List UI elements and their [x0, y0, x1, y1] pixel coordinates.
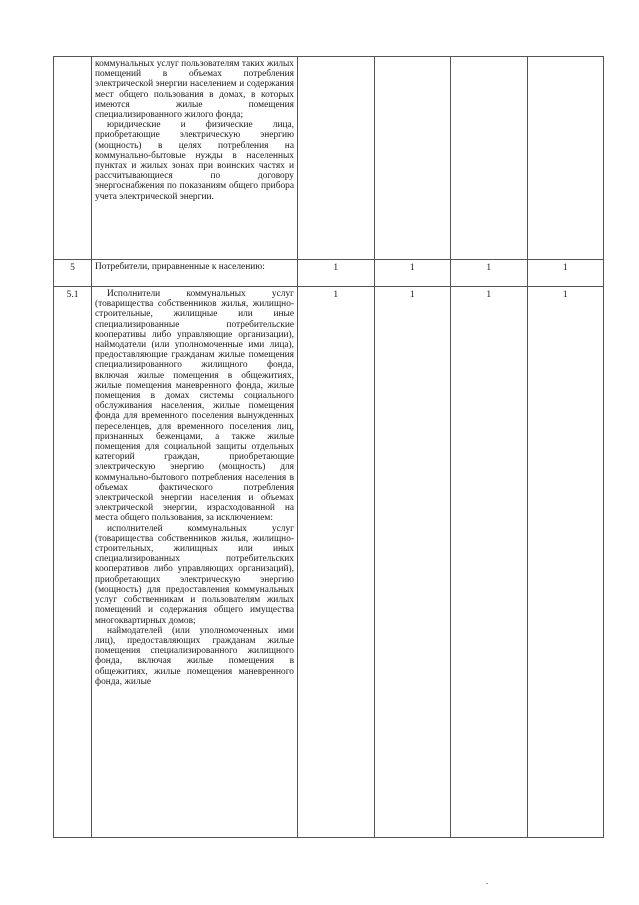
row-description — [92, 57, 298, 260]
value-cell: 1 — [374, 260, 451, 287]
row-number: 5.1 — [54, 287, 92, 838]
description-paragraph: исполнителей коммунальных услуг (товарищества собственников жилья, жилищно-строительных, жилищных или иных специализированных потребительских кооперативов либо управляющих организаций), приобретающих электрическую энергию (мощность) для предоставления коммунальных услуг собственникам и пользователям жилых помещений и содержания общего имущества многоквартирных домов; — [95, 523, 294, 626]
row-number — [54, 57, 92, 260]
row-description — [92, 260, 298, 287]
value-cell — [451, 57, 528, 260]
table-row — [54, 57, 604, 260]
value-cell — [298, 57, 375, 260]
row-number: 5 — [54, 260, 92, 287]
value-cell: 1 — [527, 260, 604, 287]
description-paragraph: наймодателей (или уполномоченных ими лиц), предоставляющих гражданам жилые помещения специализированного жилищного фонда, включая жилые помещения в общежитиях, жилые помещения маневренного фонда, жилые — [95, 625, 294, 687]
tariff-table — [53, 56, 604, 838]
table-row — [54, 287, 604, 838]
value-cell: 1 — [527, 287, 604, 838]
scan-speck — [486, 883, 488, 884]
value-cell — [527, 57, 604, 260]
description-paragraph: юридические и физические лица, приобретающие электрическую энергию (мощность) в целях потребления на коммунально-бытовые нужды в населенных пунктах и жилых зонах при воинских частях и рассчитывающиеся по договору энергоснабжения по показаниям общего прибора учета электрической энергии. — [95, 120, 294, 202]
row-description — [92, 287, 298, 838]
value-cell: 1 — [374, 287, 451, 838]
table-row — [54, 260, 604, 287]
value-cell: 1 — [451, 260, 528, 287]
value-cell: 1 — [298, 260, 375, 287]
description-paragraph: коммунальных услуг пользователям таких жилых помещений в объемах потребления электрической энергии населением и содержания мест общего пользования в домах, в которых имеются жилые помещения специализированного жилого фонда; — [95, 59, 294, 121]
description-paragraph: Потребители, приравненные к населению: — [95, 262, 265, 272]
value-cell: 1 — [451, 287, 528, 838]
value-cell — [374, 57, 451, 260]
value-cell: 1 — [298, 287, 375, 838]
description-paragraph: Исполнители коммунальных услуг (товарищества собственников жилья, жилищно-строительные, жилищные или иные специализированные потребительские кооперативы либо управляющие организации), наймодатели (или уполномоченные ими лица), предоставляющие гражданам жилые помещения специализированного жилищного фонда, включая жилые помещения в общежитиях, жилые помещения маневренного фонда, жилые помещения в домах системы социального обслуживания населения, жилые помещения фонда для временного поселения вынужденных переселенцев, для временного поселения лиц, признанных беженцами, а также жилые помещения для социальной защиты отдельных категорий граждан, приобретающие электрическую энергию (мощность) для коммунально-бытового потребления населения в объемах фактического потребления электрической энергии населения и объемах электрической энергии, израсходованной на места общего пользования, за исключением: — [95, 289, 294, 524]
